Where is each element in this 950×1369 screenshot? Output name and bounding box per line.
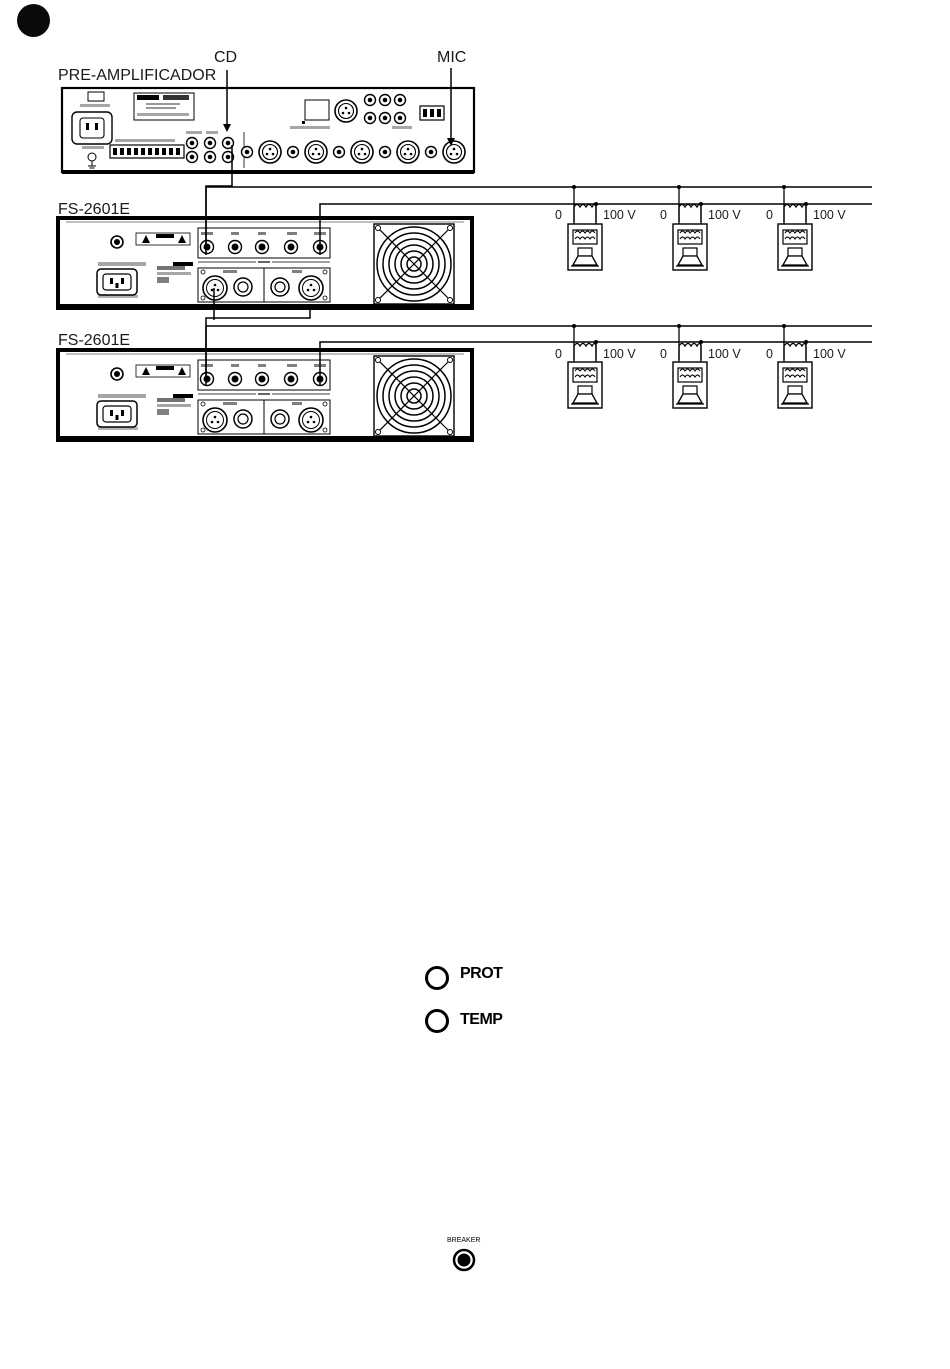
speaker [673,224,707,270]
tap-zero-label: 0 [660,208,667,222]
preamp-panel [62,88,474,172]
cd-label: CD [214,49,238,66]
breaker-label: BREAKER [447,1237,481,1244]
speaker [778,362,812,408]
temp-label: TEMP [460,1011,503,1028]
preamp-label: PRE-AMPLIFICADOR [58,67,217,84]
speaker [673,362,707,408]
amplifier-2-panel [56,350,474,442]
tap-zero-label: 0 [660,347,667,361]
mic-label: MIC [437,49,467,66]
tap-100v-label: 100 V [708,347,741,361]
tap-zero-label: 0 [766,347,773,361]
tap-100v-label: 100 V [813,208,846,222]
prot-led-icon [425,966,449,990]
amp2-label: FS-2601E [58,332,131,349]
speaker [568,362,602,408]
tap-100v-label: 100 V [603,347,636,361]
junction-dots-1 [572,185,808,206]
speaker [778,224,812,270]
amp1-label: FS-2601E [58,201,131,218]
prot-label: PROT [460,965,503,982]
amplifier-1-panel [56,218,474,310]
junction-dots-2 [572,324,808,344]
tap-zero-label: 0 [766,208,773,222]
speaker-drops-1 [574,187,806,224]
speaker-drops-2 [574,326,806,362]
tap-zero-label: 0 [555,208,562,222]
temp-led-icon [425,1009,449,1033]
tap-100v-label: 100 V [603,208,636,222]
breaker-knob [454,1250,474,1270]
tap-100v-label: 100 V [708,208,741,222]
speaker [568,224,602,270]
tap-100v-label: 100 V [813,347,846,361]
tap-zero-label: 0 [555,347,562,361]
